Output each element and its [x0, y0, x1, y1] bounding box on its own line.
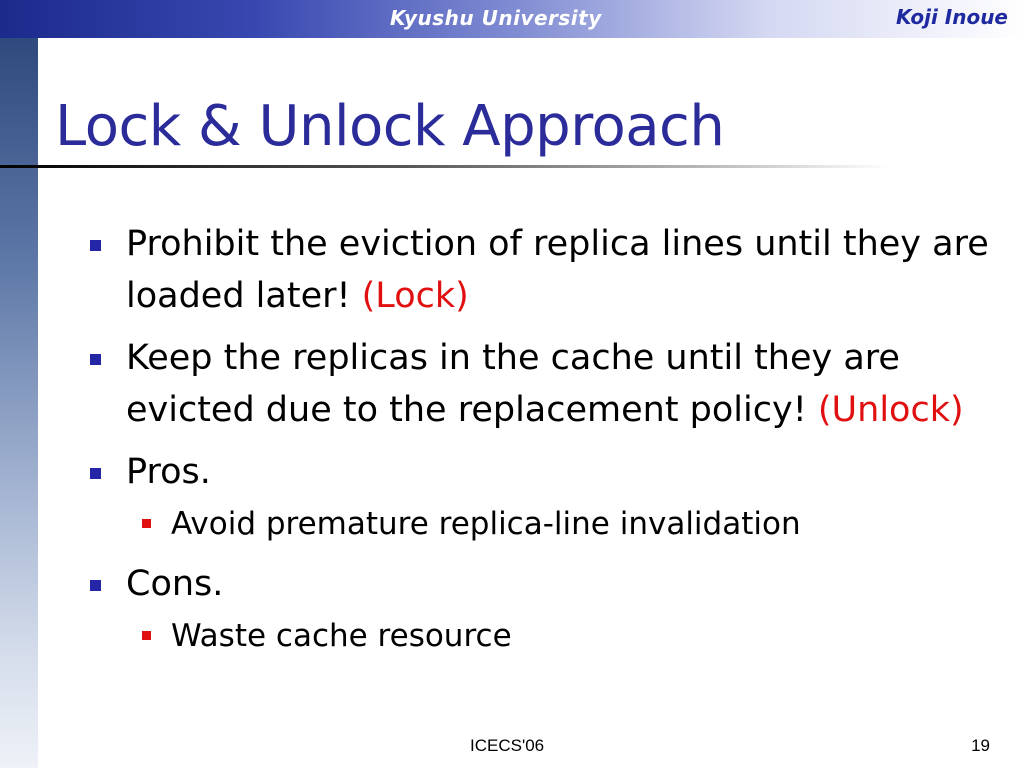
square-bullet-icon	[90, 468, 101, 479]
page-number: 19	[971, 736, 990, 755]
header-bar	[0, 0, 1024, 38]
bullet-text: Prohibit the eviction of replica lines until they are loaded later!	[126, 224, 989, 316]
sub-bullet-item-pros	[86, 500, 1006, 548]
square-bullet-icon	[90, 240, 101, 251]
sub-bullet-text: Avoid premature replica-line invalidation	[171, 506, 801, 542]
bullet-text: Cons.	[126, 564, 224, 604]
author-name: Koji Inoue	[895, 5, 1008, 29]
title-divider	[0, 165, 890, 168]
bullet-item-unlock	[86, 332, 1006, 436]
bullet-item-cons	[86, 558, 1006, 610]
square-bullet-icon	[90, 580, 101, 591]
left-accent-bar	[0, 38, 38, 768]
bullet-text: Keep the replicas in the cache until they are evicted due to the replacement policy!	[126, 338, 900, 430]
footer-conference: ICECS'06	[470, 736, 545, 755]
bullet-accent: (Unlock)	[817, 390, 964, 430]
bullet-item-pros	[86, 446, 1006, 498]
university-name: Kyushu University	[390, 6, 602, 30]
sub-bullet-text: Waste cache resource	[171, 618, 512, 654]
slide-body	[86, 218, 1006, 670]
square-bullet-icon	[142, 519, 151, 528]
square-bullet-icon	[90, 354, 101, 365]
slide-title: Lock & Unlock Approach	[55, 94, 725, 159]
square-bullet-icon	[142, 631, 151, 640]
sub-bullet-item-cons	[86, 612, 1006, 660]
bullet-item-lock	[86, 218, 1006, 322]
bullet-text: Pros.	[126, 452, 211, 492]
bullet-accent: (Lock)	[361, 276, 469, 316]
